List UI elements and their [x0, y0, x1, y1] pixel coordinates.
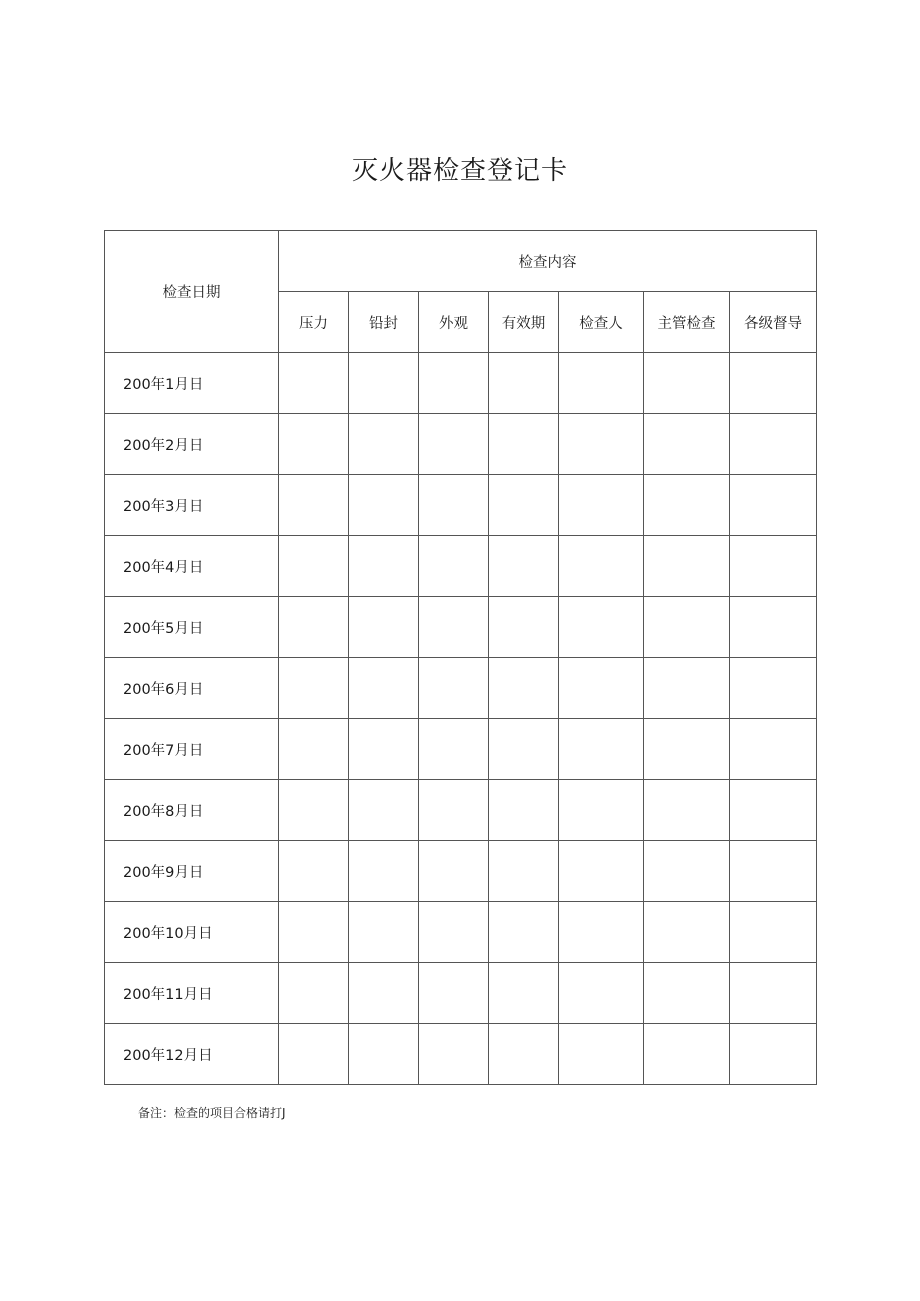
entry-cell[interactable] — [419, 780, 489, 841]
table-row — [105, 475, 817, 536]
entry-cell[interactable] — [419, 597, 489, 658]
entry-cell[interactable] — [730, 536, 817, 597]
row-date: 200年10月日 — [105, 902, 279, 963]
entry-cell[interactable] — [419, 414, 489, 475]
entry-cell[interactable] — [559, 963, 644, 1024]
row-date: 200年7月日 — [105, 719, 279, 780]
entry-cell[interactable] — [349, 841, 419, 902]
entry-cell[interactable] — [349, 780, 419, 841]
table-row — [105, 1024, 817, 1085]
entry-cell[interactable] — [559, 597, 644, 658]
header-row-group — [105, 231, 817, 292]
header-all-level-supervision: 各级督导 — [730, 292, 817, 353]
entry-cell[interactable] — [644, 963, 730, 1024]
entry-cell[interactable] — [559, 902, 644, 963]
entry-cell[interactable] — [730, 414, 817, 475]
entry-cell[interactable] — [644, 536, 730, 597]
entry-cell[interactable] — [489, 658, 559, 719]
entry-cell[interactable] — [349, 1024, 419, 1085]
entry-cell[interactable] — [419, 1024, 489, 1085]
entry-cell[interactable] — [349, 902, 419, 963]
entry-cell[interactable] — [730, 963, 817, 1024]
entry-cell[interactable] — [279, 902, 349, 963]
entry-cell[interactable] — [559, 536, 644, 597]
header-appearance: 外观 — [419, 292, 489, 353]
row-date: 200年4月日 — [105, 536, 279, 597]
entry-cell[interactable] — [279, 841, 349, 902]
table-row — [105, 719, 817, 780]
entry-cell[interactable] — [489, 597, 559, 658]
entry-cell[interactable] — [279, 963, 349, 1024]
entry-cell[interactable] — [279, 597, 349, 658]
entry-cell[interactable] — [559, 780, 644, 841]
entry-cell[interactable] — [489, 963, 559, 1024]
entry-cell[interactable] — [349, 536, 419, 597]
entry-cell[interactable] — [559, 414, 644, 475]
entry-cell[interactable] — [730, 841, 817, 902]
entry-cell[interactable] — [730, 658, 817, 719]
entry-cell[interactable] — [279, 1024, 349, 1085]
entry-cell[interactable] — [489, 414, 559, 475]
entry-cell[interactable] — [349, 353, 419, 414]
entry-cell[interactable] — [644, 353, 730, 414]
entry-cell[interactable] — [489, 841, 559, 902]
entry-cell[interactable] — [279, 536, 349, 597]
table-row — [105, 536, 817, 597]
row-date: 200年12月日 — [105, 1024, 279, 1085]
entry-cell[interactable] — [559, 1024, 644, 1085]
table-row — [105, 353, 817, 414]
table-row — [105, 841, 817, 902]
entry-cell[interactable] — [489, 780, 559, 841]
entry-cell[interactable] — [349, 963, 419, 1024]
row-date: 200年1月日 — [105, 353, 279, 414]
entry-cell[interactable] — [489, 536, 559, 597]
inspection-table — [104, 230, 817, 1085]
entry-cell[interactable] — [349, 475, 419, 536]
row-date: 200年9月日 — [105, 841, 279, 902]
table-row — [105, 597, 817, 658]
footnote: 备注：检查的项目合格请打J — [138, 1106, 286, 1120]
entry-cell[interactable] — [644, 719, 730, 780]
entry-cell[interactable] — [419, 353, 489, 414]
entry-cell[interactable] — [419, 719, 489, 780]
entry-cell[interactable] — [730, 1024, 817, 1085]
entry-cell[interactable] — [279, 780, 349, 841]
table-row — [105, 780, 817, 841]
entry-cell[interactable] — [644, 597, 730, 658]
row-date: 200年5月日 — [105, 597, 279, 658]
entry-cell[interactable] — [644, 658, 730, 719]
entry-cell[interactable] — [644, 902, 730, 963]
entry-cell[interactable] — [279, 475, 349, 536]
row-date: 200年11月日 — [105, 963, 279, 1024]
entry-cell[interactable] — [349, 597, 419, 658]
entry-cell[interactable] — [730, 780, 817, 841]
header-date: 检查日期 — [105, 231, 279, 353]
table-row — [105, 414, 817, 475]
row-date: 200年6月日 — [105, 658, 279, 719]
entry-cell[interactable] — [279, 658, 349, 719]
entry-cell[interactable] — [730, 597, 817, 658]
table-row — [105, 963, 817, 1024]
entry-cell[interactable] — [730, 475, 817, 536]
entry-cell[interactable] — [489, 353, 559, 414]
entry-cell[interactable] — [489, 1024, 559, 1085]
entry-cell[interactable] — [279, 414, 349, 475]
entry-cell[interactable] — [644, 414, 730, 475]
entry-cell[interactable] — [419, 841, 489, 902]
entry-cell[interactable] — [559, 353, 644, 414]
entry-cell[interactable] — [349, 414, 419, 475]
entry-cell[interactable] — [419, 475, 489, 536]
page-title: 灭火器检查登记卡 — [351, 156, 568, 186]
entry-cell[interactable] — [559, 719, 644, 780]
entry-cell[interactable] — [419, 902, 489, 963]
entry-cell[interactable] — [644, 780, 730, 841]
header-pressure: 压力 — [279, 292, 349, 353]
header-inspection-content: 检查内容 — [279, 231, 817, 292]
entry-cell[interactable] — [559, 475, 644, 536]
header-supervisor-check: 主管检查 — [644, 292, 730, 353]
entry-cell[interactable] — [419, 963, 489, 1024]
entry-cell[interactable] — [279, 353, 349, 414]
entry-cell[interactable] — [730, 902, 817, 963]
entry-cell[interactable] — [279, 719, 349, 780]
header-expiry: 有效期 — [489, 292, 559, 353]
entry-cell[interactable] — [489, 902, 559, 963]
entry-cell[interactable] — [419, 658, 489, 719]
entry-cell[interactable] — [730, 719, 817, 780]
entry-cell[interactable] — [489, 719, 559, 780]
entry-cell[interactable] — [559, 841, 644, 902]
row-date: 200年3月日 — [105, 475, 279, 536]
entry-cell[interactable] — [559, 658, 644, 719]
entry-cell[interactable] — [644, 841, 730, 902]
row-date: 200年2月日 — [105, 414, 279, 475]
header-seal: 铅封 — [349, 292, 419, 353]
entry-cell[interactable] — [644, 475, 730, 536]
header-inspector: 检查人 — [559, 292, 644, 353]
entry-cell[interactable] — [730, 353, 817, 414]
entry-cell[interactable] — [644, 1024, 730, 1085]
table-row — [105, 658, 817, 719]
entry-cell[interactable] — [349, 719, 419, 780]
row-date: 200年8月日 — [105, 780, 279, 841]
entry-cell[interactable] — [349, 658, 419, 719]
entry-cell[interactable] — [489, 475, 559, 536]
table-row — [105, 902, 817, 963]
entry-cell[interactable] — [419, 536, 489, 597]
